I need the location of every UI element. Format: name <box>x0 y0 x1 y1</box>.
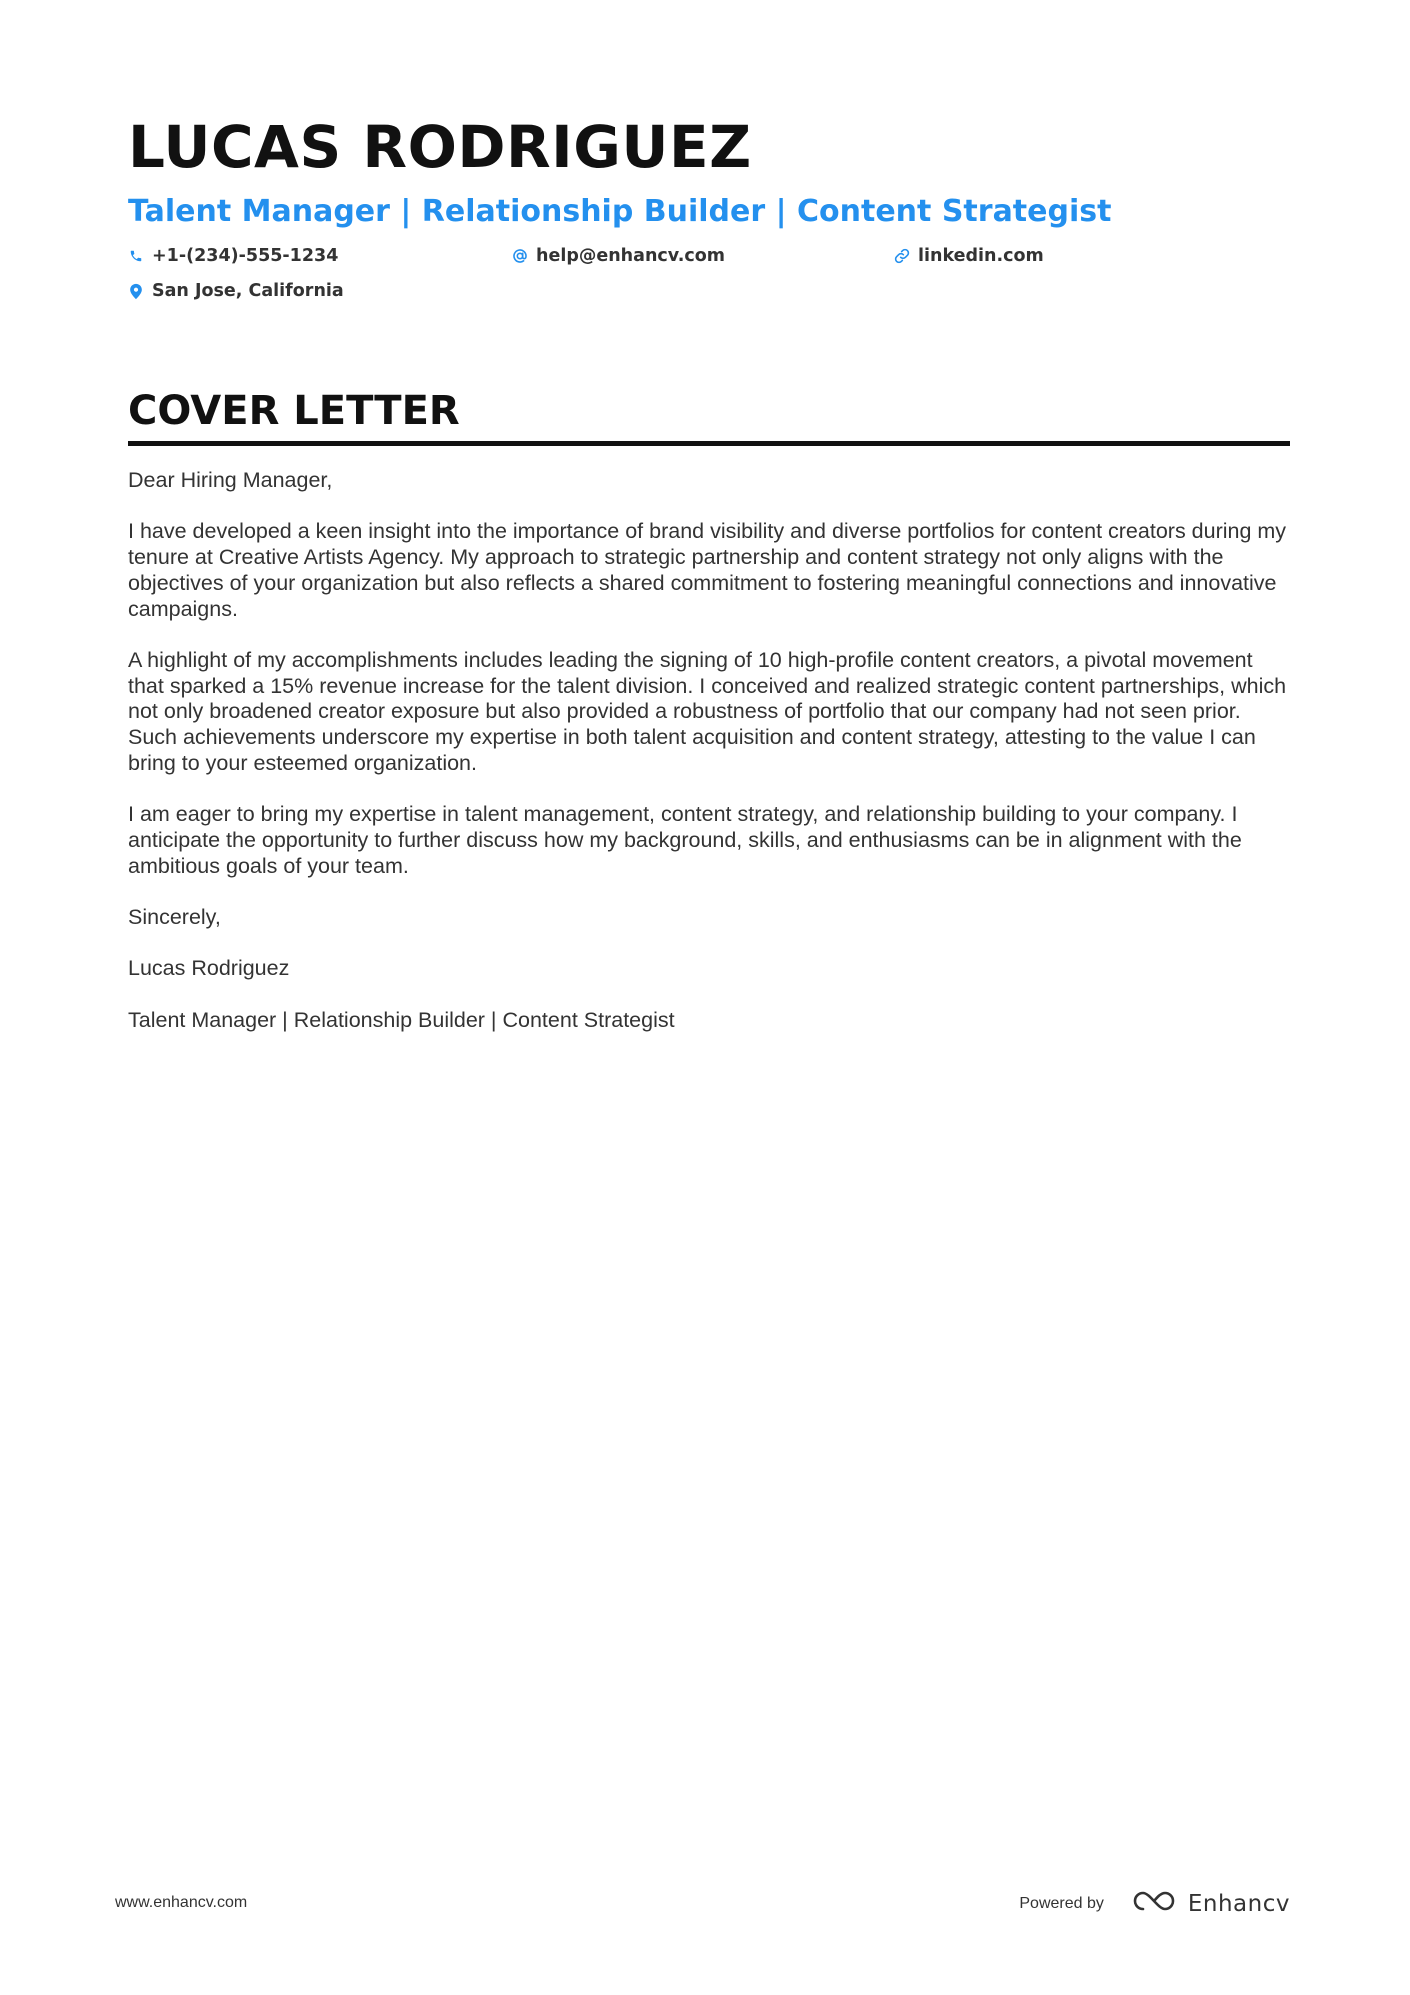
at-icon <box>512 247 528 265</box>
location-text: San Jose, California <box>152 281 344 301</box>
brand-name: Enhancv <box>1187 1890 1290 1917</box>
location-pin-icon <box>128 282 144 300</box>
enhancv-logo-icon <box>1130 1888 1188 1919</box>
phone-text: +1-(234)-555-1234 <box>152 246 339 266</box>
resume-header <box>128 112 1290 314</box>
section-title: COVER LETTER <box>128 388 460 434</box>
contact-phone[interactable] <box>128 242 338 270</box>
email-text: help@enhancv.com <box>536 246 726 266</box>
paragraph-2: A highlight of my accomplishments includes leading the signing of 10 high-profile content creators, a pivotal movement that sparked a 15% revenue increase for the talent division. I conceived and realized strategic content partnerships, which not only broadened creator exposure but also provided a robustness of portfolio that our company had not seen prior. Such achievements underscore my expertise in both talent acquisition and content strategy, attesting to the value I can bring to your esteemed organization. <box>128 647 1287 775</box>
paragraph-1: I have developed a keen insight into the importance of brand visibility and diverse portfolios for content creators during my tenure at Creative Artists Agency. My approach to strategic partnership and content strategy not only aligns with the objectives of your organization but also reflects a shared commitment to fostering meaningful connections and innovative campaigns. <box>128 519 1287 621</box>
signature-name: Lucas Rodriguez <box>128 956 290 981</box>
cover-letter-section <box>128 385 1290 1059</box>
section-divider <box>128 441 1290 446</box>
footer-website[interactable]: www.enhancv.com <box>115 1894 248 1911</box>
candidate-subtitle: Talent Manager | Relationship Builder | Content Strategist <box>128 194 1112 229</box>
contact-email[interactable] <box>512 242 725 270</box>
candidate-name: LUCAS RODRIGUEZ <box>128 113 752 181</box>
contact-location <box>128 277 344 305</box>
link-text: linkedin.com <box>918 246 1044 266</box>
signature-title: Talent Manager | Relationship Builder | Content Strategist <box>128 1007 675 1032</box>
footer-branding[interactable] <box>1019 1888 1290 1919</box>
paragraph-3: I am eager to bring my expertise in talent management, content strategy, and relationship building to your company. I anticipate the opportunity to further discuss how my background, skills, and enthusiasms can be in alignment with the ambitious goals of your team. <box>128 802 1242 878</box>
letter-body <box>128 468 1290 1033</box>
link-icon <box>894 247 910 265</box>
closing: Sincerely, <box>128 904 221 929</box>
contact-info <box>128 242 1290 314</box>
salutation: Dear Hiring Manager, <box>128 468 333 492</box>
phone-icon <box>128 247 144 265</box>
contact-link[interactable] <box>894 242 1044 270</box>
powered-by-label: Powered by <box>1019 1894 1104 1912</box>
